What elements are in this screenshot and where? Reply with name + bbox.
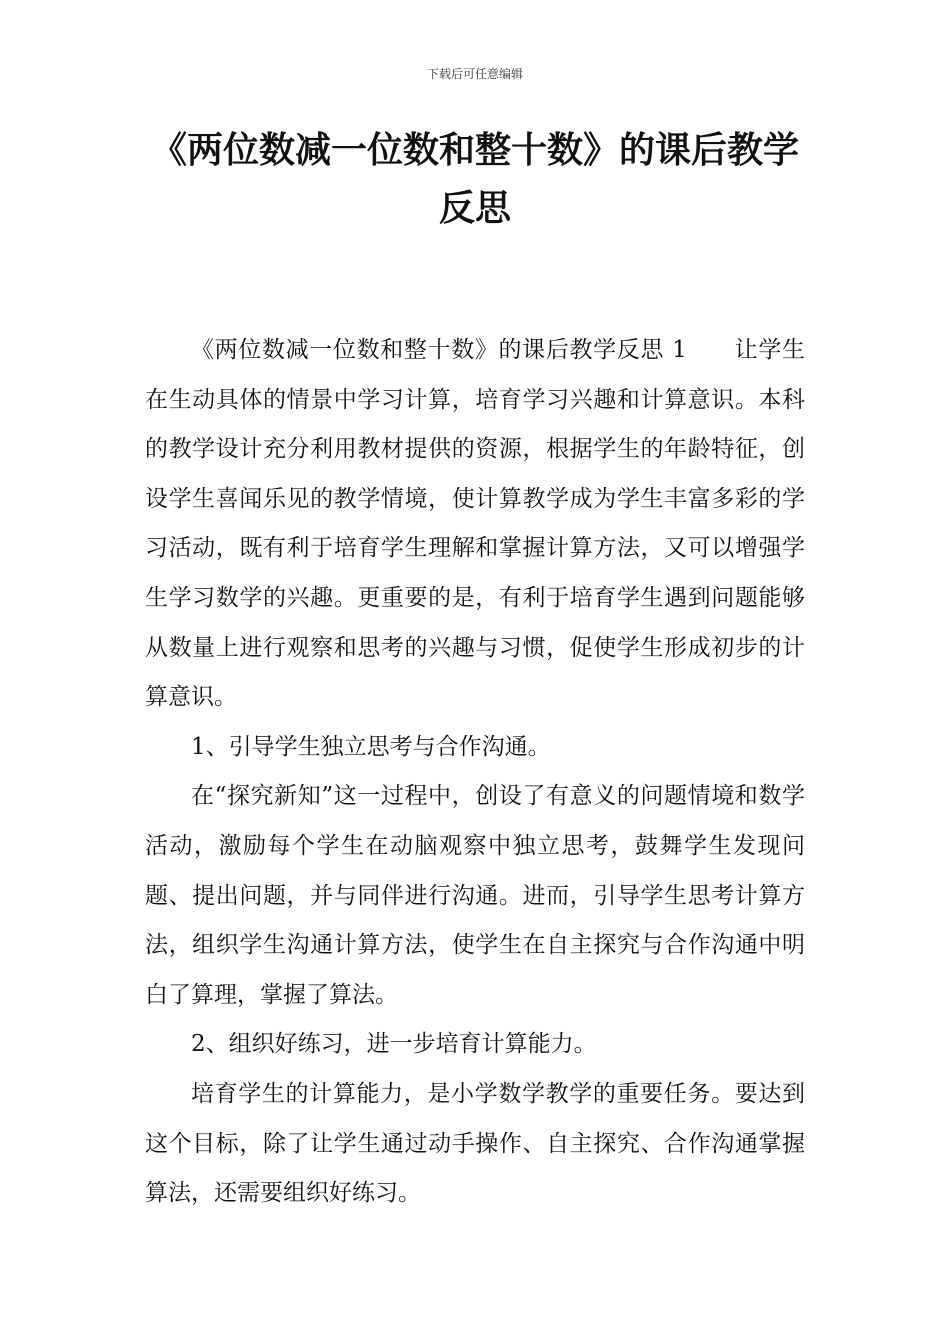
body-paragraph: 2、组织好练习，进一步培育计算能力。 <box>191 1031 597 1058</box>
document-body <box>145 326 805 1219</box>
body-paragraph: 在“探究新知”这一过程中，创设了有意义的问题情境和数学活动，激励每个学生在动脑观察中独立思考，鼓舞学生发现问题、提出问题，并与同伴进行沟通。进而，引导学生思考计算方法，组织学生沟通计算方法，使学生在自主探究与合作沟通中明白了算理，掌握了算法。 <box>145 783 805 1008</box>
document-title: 《两位数减一位数和整十数》的课后教学反思 <box>150 130 799 229</box>
body-paragraph: 培育学生的计算能力，是小学数学教学的重要任务。要达到这个目标，除了让学生通过动手操作、自主探究、合作沟通掌握算法，还需要组织好练习。 <box>145 1080 805 1207</box>
body-paragraph: 《两位数减一位数和整十数》的课后教学反思 1 让学生在生动具体的情景中学习计算，培育学习兴趣和计算意识。本科的教学设计充分利用教材提供的资源，根据学生的年龄特征，创设学生喜闻乐见的教学情境，使计算教学成为学生丰富多彩的学习活动，既有利于培育学生理解和掌握计算方法，又可以增强学生学习数学的兴趣。更重要的是，有利于培育学生遇到问题能够从数量上进行观察和思考的兴趣与习惯，促使学生形成初步的计算意识。 <box>145 337 805 711</box>
header-note: 下载后可任意编辑 <box>426 67 523 81</box>
body-paragraph: 1、引导学生独立思考与合作沟通。 <box>191 733 551 760</box>
